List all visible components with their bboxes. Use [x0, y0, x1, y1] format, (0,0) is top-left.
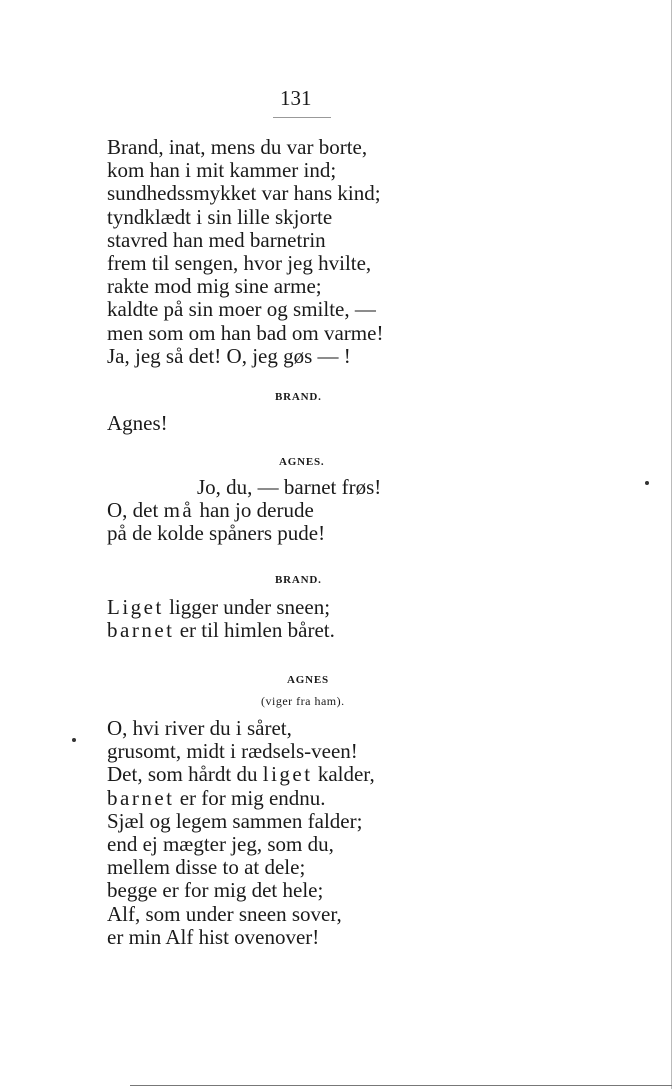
verse-text: kaldte på sin moer og smilte, —: [107, 297, 376, 322]
verse-line: [107, 596, 335, 619]
verse-text: sundhedssmykket var hans kind;: [107, 181, 381, 206]
verse-line: [107, 740, 375, 763]
verse-line: [107, 229, 383, 252]
emphasized-word: barnet: [107, 785, 175, 810]
verse-text: han jo derude: [194, 498, 314, 523]
verse-line: [107, 345, 383, 368]
emphasized-word: Liget: [107, 595, 164, 619]
verse-line: [107, 206, 383, 229]
verse-text: tyndklædt i sin lille skjorte: [107, 204, 333, 229]
emphasized-word: barnet: [107, 618, 175, 643]
verse-block: [107, 596, 335, 642]
verse-block: [107, 412, 168, 435]
verse-line: [107, 619, 335, 642]
verse-line: [107, 275, 383, 298]
verse-text: Jo, du, — barnet frøs!: [197, 475, 382, 499]
verse-line: [107, 298, 383, 321]
verse-text: på de kolde spåners pude!: [107, 521, 326, 546]
verse-text: frem til sengen, hvor jeg hvilte,: [107, 251, 372, 276]
verse-line: [107, 810, 375, 833]
verse-text: stavred han med barnetrin: [107, 227, 326, 252]
verse-line: [107, 182, 383, 205]
verse-line: [107, 717, 375, 740]
verse-line: [107, 159, 383, 182]
verse-text: men som om han bad om varme!: [107, 320, 384, 345]
verse-line: [107, 476, 381, 499]
verse-line: [107, 787, 375, 810]
verse-line: [107, 833, 375, 856]
verse-text: er for mig endnu.: [174, 785, 326, 810]
verse-text: O, hvi river du i såret,: [107, 716, 292, 740]
verse-line: [107, 499, 381, 522]
verse-text: O, det: [107, 498, 164, 523]
verse-text: end ej mægter jeg, som du,: [107, 832, 334, 857]
verse-line: [107, 856, 375, 879]
scan-speck: [645, 481, 649, 485]
stage-direction: (viger fra ham).: [261, 694, 345, 708]
verse-text: kom han i mit kammer ind;: [107, 158, 337, 183]
verse-text: grusomt, midt i rædsels-veen!: [107, 739, 358, 764]
verse-line: [107, 322, 383, 345]
page-edge-bottom: [130, 1085, 672, 1086]
emphasized-word: liget: [262, 762, 313, 787]
verse-text: ligger under sneen;: [163, 595, 331, 619]
page-number-rule: [273, 117, 331, 118]
verse-text: Brand, inat, mens du var borte,: [107, 135, 368, 159]
verse-text: rakte mod mig sine arme;: [107, 274, 322, 299]
verse-text: kalder,: [312, 762, 375, 787]
verse-text: er til himlen båret.: [174, 618, 335, 643]
verse-line: [107, 252, 383, 275]
speaker-agnes: AGNES.: [279, 456, 325, 468]
verse-text: begge er for mig det hele;: [107, 878, 324, 903]
verse-line: [107, 903, 375, 926]
verse-text: er min Alf hist ovenover!: [107, 924, 320, 949]
speaker-brand: BRAND.: [275, 391, 322, 403]
verse-block: [107, 717, 375, 949]
page-number: 131: [280, 86, 312, 110]
verse-text: Sjæl og legem sammen falder;: [107, 808, 363, 833]
verse-line: [107, 926, 375, 949]
verse-text: Agnes!: [107, 411, 168, 435]
verse-line: [107, 879, 375, 902]
emphasized-word: må: [163, 498, 195, 523]
verse-text: Ja, jeg så det! O, jeg gøs — !: [107, 343, 351, 368]
verse-line: [107, 763, 375, 786]
verse-block: [107, 476, 381, 546]
verse-text: Det, som hårdt du: [107, 762, 263, 787]
verse-line: [107, 412, 168, 435]
verse-line: [107, 522, 381, 545]
speaker-brand: BRAND.: [275, 574, 322, 586]
verse-text: Alf, som under sneen sover,: [107, 901, 342, 926]
verse-block: [107, 136, 383, 368]
verse-text: mellem disse to at dele;: [107, 855, 306, 880]
speaker-agnes: AGNES: [287, 674, 329, 686]
verse-line: [107, 136, 383, 159]
scan-speck: [72, 738, 76, 742]
